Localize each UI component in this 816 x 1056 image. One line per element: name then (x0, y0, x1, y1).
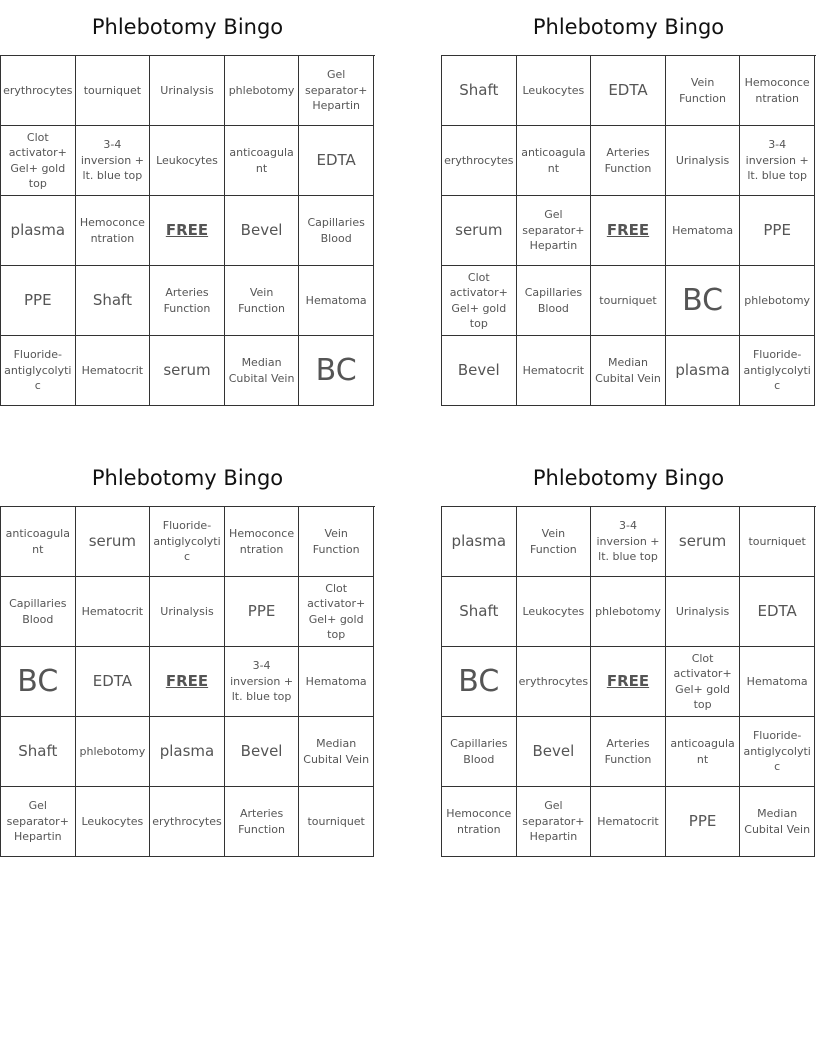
bingo-cell: Bevel (517, 717, 592, 787)
bingo-grid (0, 506, 375, 857)
bingo-cell: Bevel (442, 336, 517, 406)
bingo-cell: Shaft (1, 717, 76, 787)
bingo-cell: Vein Function (666, 56, 741, 126)
bingo-cell: Gel separator+ Hepartin (517, 787, 592, 857)
bingo-cell: Hemoconcentration (740, 56, 815, 126)
bingo-cell: Leukocytes (517, 577, 592, 647)
bingo-cell: plasma (666, 336, 741, 406)
bingo-card-3 (0, 451, 375, 857)
bingo-cell: Clot activator+ Gel+ gold top (1, 126, 76, 196)
bingo-cell: BC (1, 647, 76, 717)
bingo-cell: BC (666, 266, 741, 336)
bingo-cell: EDTA (740, 577, 815, 647)
bingo-cell: Median Cubital Vein (225, 336, 300, 406)
bingo-cell: phlebotomy (591, 577, 666, 647)
bingo-cell: anticoagulant (517, 126, 592, 196)
bingo-cell: Arteries Function (591, 126, 666, 196)
card-title: Phlebotomy Bingo (532, 466, 725, 490)
bingo-cell: Arteries Function (591, 717, 666, 787)
bingo-grid (0, 55, 375, 406)
bingo-cell: Gel separator+ Hepartin (517, 196, 592, 266)
bingo-cell: Leukocytes (76, 787, 151, 857)
bingo-cell: PPE (740, 196, 815, 266)
bingo-cell: Capillaries Blood (299, 196, 374, 266)
bingo-cell: Fluoride- antiglycolytic (1, 336, 76, 406)
bingo-grid (441, 506, 816, 857)
bingo-cell: phlebotomy (740, 266, 815, 336)
bingo-cell: Clot activator+ Gel+ gold top (666, 647, 741, 717)
bingo-cell: Bevel (225, 717, 300, 787)
bingo-cell: erythrocytes (150, 787, 225, 857)
bingo-cell: Vein Function (517, 507, 592, 577)
bingo-cell: Capillaries Blood (1, 577, 76, 647)
bingo-cell: Hematoma (740, 647, 815, 717)
bingo-cell: EDTA (591, 56, 666, 126)
bingo-cell: Clot activator+ Gel+ gold top (442, 266, 517, 336)
bingo-cell: 3-4 inversion + lt. blue top (591, 507, 666, 577)
bingo-cell: Vein Function (225, 266, 300, 336)
bingo-cell: anticoagulant (1, 507, 76, 577)
bingo-cell: Capillaries Blood (442, 717, 517, 787)
bingo-cell: tourniquet (740, 507, 815, 577)
bingo-cell: Arteries Function (225, 787, 300, 857)
bingo-cell: tourniquet (299, 787, 374, 857)
bingo-cell: plasma (442, 507, 517, 577)
bingo-cell: Leukocytes (150, 126, 225, 196)
bingo-cell: Fluoride- antiglycolytic (740, 336, 815, 406)
bingo-cell: Median Cubital Vein (299, 717, 374, 787)
bingo-cell: plasma (1, 196, 76, 266)
bingo-cell: PPE (666, 787, 741, 857)
bingo-cell: tourniquet (591, 266, 666, 336)
bingo-cell: Hematoma (666, 196, 741, 266)
bingo-cell: erythrocytes (517, 647, 592, 717)
bingo-cell: Shaft (76, 266, 151, 336)
bingo-cell: phlebotomy (76, 717, 151, 787)
bingo-cell: Urinalysis (666, 126, 741, 196)
bingo-cell: Hematocrit (76, 336, 151, 406)
bingo-cell: Fluoride- antiglycolytic (740, 717, 815, 787)
bingo-cell: Urinalysis (150, 56, 225, 126)
bingo-cell: anticoagulant (666, 717, 741, 787)
bingo-cell: 3-4 inversion + lt. blue top (740, 126, 815, 196)
bingo-cell: Leukocytes (517, 56, 592, 126)
card-title: Phlebotomy Bingo (532, 15, 725, 39)
free-space-cell: FREE (591, 647, 666, 717)
bingo-cell: Fluoride- antiglycolytic (150, 507, 225, 577)
bingo-cell: Bevel (225, 196, 300, 266)
bingo-cell: Vein Function (299, 507, 374, 577)
card-title: Phlebotomy Bingo (91, 15, 284, 39)
bingo-cell: Gel separator+ Hepartin (299, 56, 374, 126)
bingo-cell: anticoagulant (225, 126, 300, 196)
bingo-cell: tourniquet (76, 56, 151, 126)
bingo-cell: Hematocrit (76, 577, 151, 647)
bingo-cell: Hematoma (299, 266, 374, 336)
free-space-cell: FREE (150, 196, 225, 266)
bingo-cell: BC (442, 647, 517, 717)
bingo-grid (441, 55, 816, 406)
bingo-cell: Shaft (442, 56, 517, 126)
bingo-cell: serum (150, 336, 225, 406)
bingo-card-4 (441, 451, 816, 857)
bingo-cell: plasma (150, 717, 225, 787)
bingo-cell: Urinalysis (666, 577, 741, 647)
bingo-cell: phlebotomy (225, 56, 300, 126)
bingo-cell: Median Cubital Vein (740, 787, 815, 857)
bingo-cell: serum (76, 507, 151, 577)
bingo-cell: 3-4 inversion + lt. blue top (76, 126, 151, 196)
bingo-cell: Clot activator+ Gel+ gold top (299, 577, 374, 647)
bingo-card-1 (0, 0, 375, 406)
bingo-cell: Capillaries Blood (517, 266, 592, 336)
bingo-cell: Hemoconcentration (76, 196, 151, 266)
bingo-cell: serum (666, 507, 741, 577)
bingo-cell: Median Cubital Vein (591, 336, 666, 406)
bingo-cell: erythrocytes (1, 56, 76, 126)
bingo-cell: PPE (1, 266, 76, 336)
bingo-card-2 (441, 0, 816, 406)
bingo-cell: Hemoconcentration (225, 507, 300, 577)
bingo-cell: 3-4 inversion + lt. blue top (225, 647, 300, 717)
bingo-cell: serum (442, 196, 517, 266)
bingo-cell: BC (299, 336, 374, 406)
bingo-cell: erythrocytes (442, 126, 517, 196)
free-space-cell: FREE (150, 647, 225, 717)
bingo-cell: Hemoconcentration (442, 787, 517, 857)
bingo-cell: Urinalysis (150, 577, 225, 647)
bingo-cell: EDTA (299, 126, 374, 196)
bingo-cell: Arteries Function (150, 266, 225, 336)
bingo-cell: Hematocrit (517, 336, 592, 406)
bingo-cell: Hematoma (299, 647, 374, 717)
bingo-cell: PPE (225, 577, 300, 647)
bingo-cell: Shaft (442, 577, 517, 647)
free-space-cell: FREE (591, 196, 666, 266)
bingo-cell: EDTA (76, 647, 151, 717)
bingo-cell: Hematocrit (591, 787, 666, 857)
card-title: Phlebotomy Bingo (91, 466, 284, 490)
bingo-cell: Gel separator+ Hepartin (1, 787, 76, 857)
